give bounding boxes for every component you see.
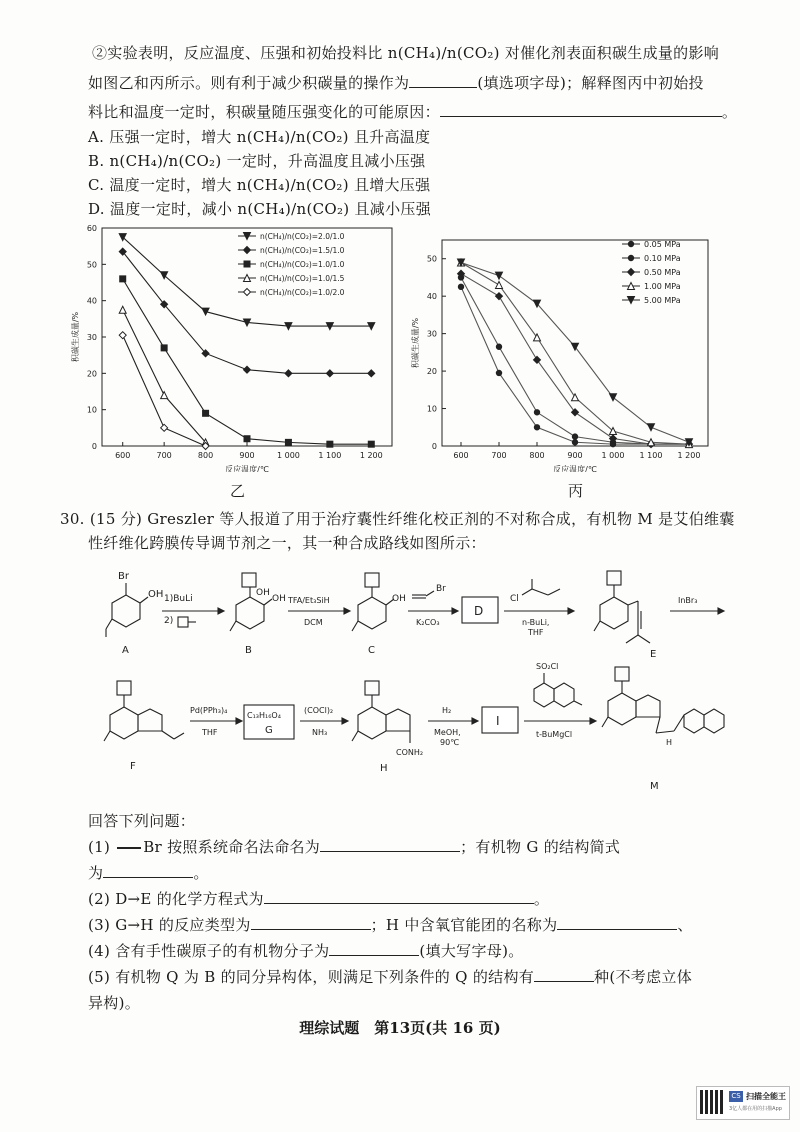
legend-label: n(CH₄)/n(CO₂)=1.0/1.0 [260, 260, 345, 269]
q1-g-prompt: ；有机物 G 的结构简式 [460, 838, 621, 856]
reagent-d-e-3: THF [528, 628, 544, 637]
x-axis-label: 反应温度/℃ [225, 465, 269, 472]
data-point [534, 425, 539, 430]
data-point [496, 293, 503, 300]
reagent-h-i-2: MeOH, [434, 728, 461, 737]
chart-bing [400, 222, 720, 476]
data-point [534, 410, 539, 415]
q29-option-c: C. 温度一定时，增大 n(CH₄)/n(CO₂) 且增大压强 [88, 176, 431, 194]
compound-i-label: I [496, 714, 500, 728]
x-tick-label: 800 [529, 451, 545, 460]
data-point [458, 284, 463, 289]
x-tick-label: 1 100 [639, 451, 663, 460]
legend-marker [628, 269, 635, 276]
y-tick-label: 60 [86, 224, 97, 233]
legend-label: 1.00 MPa [644, 282, 681, 291]
propargyl-bromide-icon [117, 847, 141, 849]
q1-end: 。 [193, 864, 209, 882]
answer-blank-reason[interactable] [440, 102, 722, 117]
x-tick-label: 1 100 [318, 451, 342, 460]
q29-option-a: A. 压强一定时，增大 n(CH₄)/n(CO₂) 且升高温度 [88, 128, 431, 146]
data-point [572, 440, 577, 445]
data-point [119, 306, 126, 313]
compound-a-label: A [122, 645, 129, 656]
data-point [496, 370, 501, 375]
y-tick-label: 20 [86, 369, 97, 379]
q29-intro-3: 料比和温度一定时，积碳量随压强变化的可能原因： [88, 103, 440, 121]
compound-b [230, 573, 272, 631]
x-tick-label: 900 [567, 451, 583, 460]
reagent-a-b-2: 2) [164, 616, 174, 626]
legend-marker [244, 247, 251, 254]
q30-stem-line-2: 性纤维化跨膜传导调节剂之一，其一种合成路线如图所示： [88, 534, 486, 552]
reagent-d-e-1: Cl [510, 594, 519, 604]
answer-blank-q5[interactable] [534, 967, 594, 982]
x-tick-label: 700 [156, 451, 172, 460]
compound-f-label: F [130, 761, 136, 772]
x-tick-label: 1 000 [601, 451, 625, 460]
q29-intro-line-1: ②实验表明，反应温度、压强和初始投料比 n(CH₄)/n(CO₂) 对催化剂表面积碳生成量的影响 [92, 44, 720, 62]
chart-yi-svg [60, 222, 405, 472]
q29-intro-3-end: 。 [721, 103, 738, 121]
data-point [648, 424, 655, 431]
q29-intro-2a: 如图乙和丙所示。则有利于减少积碳量的操作为 [88, 74, 410, 92]
series-line [123, 252, 372, 374]
data-point [202, 308, 209, 315]
reagent-h-i-1: H₂ [442, 706, 452, 715]
data-point [368, 370, 375, 377]
data-point [244, 436, 250, 442]
x-tick-label: 1 000 [276, 451, 300, 460]
x-tick-label: 600 [453, 451, 469, 460]
compound-c-oh: OH [392, 594, 406, 604]
data-point [572, 434, 577, 439]
data-point [161, 424, 168, 431]
reagent-b-c-1: TFA/Et₃SiH [288, 596, 330, 605]
data-point [244, 366, 251, 373]
data-point [203, 410, 209, 416]
y-tick-label: 50 [426, 254, 437, 264]
chart-yi-caption: 乙 [230, 482, 246, 500]
q1-line-1 [88, 836, 620, 857]
answer-blank-q2[interactable] [264, 889, 534, 904]
answer-blank-q4[interactable] [329, 941, 419, 956]
q5-prompt-a: (5) 有机物 Q 为 B 的同分异构体，则满足下列条件的 Q 的结构有 [88, 968, 535, 986]
compound-c-label: C [368, 645, 375, 656]
reagent-f-g-2: THF [202, 728, 218, 737]
legend-label: n(CH₄)/n(CO₂)=2.0/1.0 [260, 232, 345, 241]
q5-line-2: 异构)。 [88, 994, 141, 1012]
answer-blank-q3-groups[interactable] [557, 915, 677, 930]
scanner-logo: CS [729, 1091, 743, 1102]
answer-blank-option[interactable] [409, 73, 477, 88]
answer-blank-q1-name[interactable] [320, 837, 460, 852]
reagent-c-d-1: Br [436, 584, 446, 594]
compound-m [602, 667, 724, 733]
y-tick-label: 10 [426, 404, 437, 414]
compound-h-label: H [380, 763, 388, 774]
q3-line [88, 914, 693, 935]
reagent-d-e-2: n-BuLi, [522, 618, 550, 627]
q4-line [88, 940, 524, 961]
reagent-i-m-2: t-BuMgCl [536, 730, 573, 739]
q30-stem-line-1: 30. (15 分) Greszler 等人报道了用于治疗囊性纤维化校正剂的不对称合成，有机物 M 是艾伯维囊 [60, 510, 735, 528]
data-point [327, 441, 333, 447]
compound-f [104, 681, 184, 741]
q29-intro-2b: (填选项字母)；解释图丙中初始投 [477, 74, 704, 92]
compound-g-formula: C₁₃H₁₆O₄ [247, 711, 281, 720]
legend-marker [628, 255, 633, 260]
q29-intro-line-3 [88, 101, 737, 122]
y-tick-label: 0 [431, 442, 437, 451]
q29-intro-line-2 [88, 72, 704, 93]
q3-prompt-b: ；H 中含氧官能团的名称为 [370, 916, 558, 934]
data-point [161, 345, 167, 351]
data-point [368, 441, 374, 447]
x-tick-label: 900 [239, 451, 255, 460]
q4-end: (填大写字母)。 [419, 942, 524, 960]
data-point [285, 370, 292, 377]
reagent-b-c-2: DCM [304, 618, 323, 627]
legend-marker [244, 261, 250, 267]
reagent-g-h-2: NH₃ [312, 728, 328, 737]
data-point [119, 332, 126, 339]
compound-a-br: Br [118, 571, 129, 582]
y-axis-label: 积碳生成量/% [411, 317, 420, 369]
compound-b-oh-1: OH [256, 588, 270, 598]
q1-wei: 为 [88, 864, 104, 882]
questions-header: 回答下列问题： [88, 812, 196, 830]
y-tick-label: 50 [86, 260, 97, 270]
compound-h [352, 681, 410, 743]
compound-e-label: E [650, 649, 657, 660]
legend-label: 0.10 MPa [644, 254, 681, 263]
q1-number: (1) [88, 838, 111, 856]
allyl-chloroformate-icon [522, 589, 532, 595]
y-tick-label: 30 [426, 329, 437, 339]
q3-prompt-a: (3) G→H 的反应类型为 [88, 916, 251, 934]
answer-blank-q1-g[interactable] [103, 863, 193, 878]
q5-line-1 [88, 966, 692, 987]
x-tick-label: 700 [491, 451, 507, 460]
page-footer: 理综试题 第13页(共 16 页) [299, 1019, 501, 1037]
data-point [496, 281, 503, 288]
q2-prompt: (2) D→E 的化学方程式为 [88, 890, 264, 908]
data-point [572, 394, 579, 401]
q1-name-prompt: Br 按照系统命名法命名为 [143, 838, 321, 856]
compound-c [352, 573, 394, 631]
compound-b-label: B [245, 645, 252, 656]
legend-label: 5.00 MPa [644, 296, 681, 305]
compound-g-label: G [265, 725, 273, 736]
compound-m-nh: H [666, 738, 673, 747]
compound-h-conh2: CONH₂ [396, 748, 424, 757]
y-tick-label: 40 [86, 296, 97, 306]
chart-bing-caption: 丙 [568, 482, 584, 500]
series-line [461, 287, 689, 444]
reagent-h-i-3: 90℃ [440, 738, 460, 747]
series-line [123, 310, 206, 443]
q2-line [88, 888, 549, 909]
legend-label: n(CH₄)/n(CO₂)=1.0/2.0 [260, 288, 345, 297]
q4-prompt: (4) 含有手性碳原子的有机物分子为 [88, 942, 330, 960]
y-tick-label: 10 [86, 405, 97, 415]
qr-code-icon [700, 1090, 724, 1114]
compound-m-label: M [650, 781, 659, 792]
q1-line-2 [88, 862, 209, 883]
legend-marker [628, 241, 633, 246]
chart-bing-svg [400, 222, 720, 472]
y-tick-label: 0 [91, 442, 97, 451]
compound-a-oh: OH [148, 589, 164, 600]
q2-end: 。 [533, 890, 550, 908]
chart-yi [60, 222, 405, 476]
data-point [161, 392, 168, 399]
compound-i-box [482, 707, 518, 733]
q5-prompt-b: 种(不考虑立体 [594, 968, 692, 986]
answer-blank-q3-type[interactable] [251, 915, 371, 930]
reagent-i-m-1: SO₂Cl [536, 662, 559, 671]
synthesis-scheme-svg [90, 565, 730, 805]
legend-label: n(CH₄)/n(CO₂)=1.5/1.0 [260, 246, 345, 255]
legend-label: 0.05 MPa [644, 240, 681, 249]
legend-label: n(CH₄)/n(CO₂)=1.0/1.5 [260, 274, 345, 283]
data-point [496, 344, 501, 349]
quinoline-sulfonyl-chloride [534, 673, 582, 707]
reagent-g-h-1: (COCl)₂ [304, 706, 334, 715]
legend-label: 0.50 MPa [644, 268, 681, 277]
reagent-c-d-2: K₂CO₃ [416, 618, 440, 627]
cyclobutanone-icon [178, 617, 188, 627]
scanner-app-name: 扫描全能王 [746, 1092, 786, 1101]
compound-e [594, 571, 650, 643]
compound-b-oh-2: OH [272, 594, 286, 604]
y-tick-label: 40 [426, 292, 437, 302]
legend-marker [244, 289, 251, 296]
data-point [285, 439, 291, 445]
y-tick-label: 30 [86, 333, 97, 342]
x-tick-label: 1 200 [359, 451, 383, 460]
scanner-badge [696, 1086, 790, 1120]
q29-option-d: D. 温度一定时，减小 n(CH₄)/n(CO₂) 且减小压强 [88, 200, 432, 218]
y-axis-label: 积碳生成量/% [71, 311, 80, 363]
x-axis-label: 反应温度/℃ [553, 465, 597, 472]
q29-option-b: B. n(CH₄)/n(CO₂) 一定时，升高温度且减小压强 [88, 152, 426, 170]
x-tick-label: 1 200 [677, 451, 701, 460]
compound-a [106, 583, 148, 637]
compound-d-label: D [474, 604, 484, 618]
reagent-f-g-1: Pd(PPh₃)₄ [190, 706, 228, 715]
reagent-e-f: InBr₃ [678, 596, 698, 605]
data-point [326, 370, 333, 377]
synthesis-scheme [90, 565, 730, 809]
reagent-a-b-1: 1)BuLi [164, 594, 193, 604]
x-tick-label: 600 [115, 451, 131, 460]
data-point [120, 276, 126, 282]
scanner-tagline: 3亿人都在用的扫描App [729, 1106, 782, 1112]
x-tick-label: 800 [197, 451, 214, 460]
q3-end: 、 [677, 916, 693, 934]
y-tick-label: 20 [426, 367, 437, 377]
